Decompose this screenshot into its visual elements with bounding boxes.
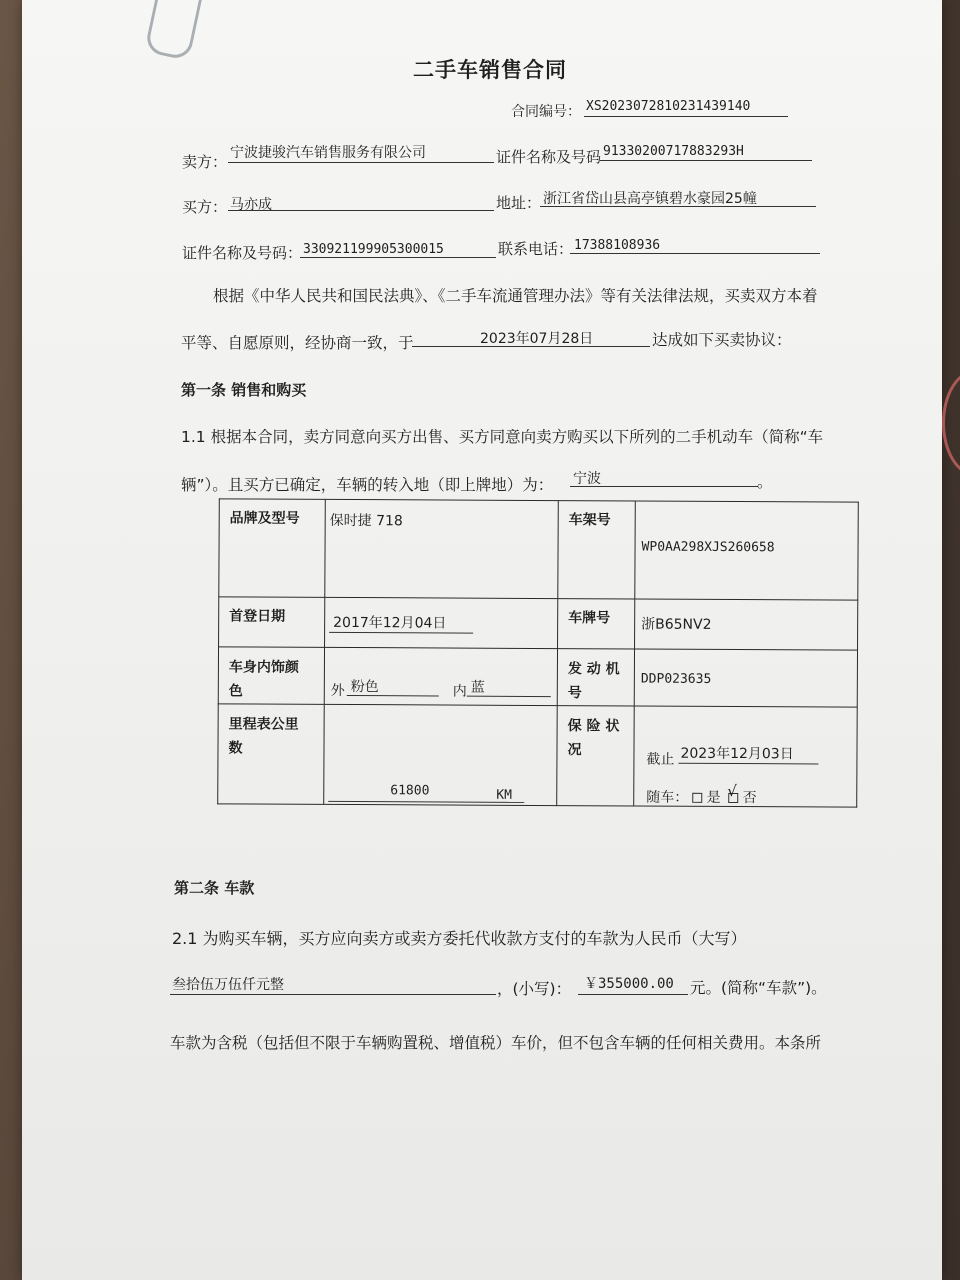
inner-color-underline <box>467 696 551 697</box>
color-label-line-1: 车身内饰颜 <box>228 659 299 676</box>
amount-small-label: ，(小写)： <box>497 980 572 998</box>
vin-cell <box>635 501 859 600</box>
seller-underline <box>228 162 494 163</box>
checkmark: √ <box>727 781 737 801</box>
amount-in-words-underline <box>170 994 496 995</box>
no-text: 否 <box>742 790 757 807</box>
vin-value: WP0AA298XJS260658 <box>641 539 775 556</box>
transfer-place-underline <box>570 486 758 487</box>
with-car-label: 随车： <box>646 789 689 806</box>
engine-label-line-2: 号 <box>567 685 582 702</box>
mileage-cell <box>324 704 558 805</box>
seller-id-label: 证件名称及号码 <box>496 148 602 166</box>
mileage-value: 61800 <box>390 783 430 799</box>
first-reg-underline <box>329 632 473 634</box>
seller-id-value: 91330200717883293H <box>603 144 744 159</box>
outer-color-underline <box>347 695 439 696</box>
address-label: 地址： <box>496 194 542 212</box>
engine-label-line-1: 发 动 机 <box>567 661 620 678</box>
agreement-date-underline <box>412 346 650 347</box>
article-1-1-line-1: 1.1 根据本合同，卖方同意向买方出售、买方同意向卖方购买以下所列的二手机动车（简称“车 <box>181 428 824 446</box>
mileage-underline <box>328 801 524 803</box>
agreement-date: 2023年07月28日 <box>480 331 594 347</box>
insurance-until-label: 截止 <box>646 751 675 768</box>
yes-text: 是 <box>706 789 721 806</box>
article-1-title: 第一条 销售和购买 <box>181 381 307 399</box>
plate-value: 浙B65NV2 <box>641 616 712 633</box>
first-reg-label: 首登日期 <box>219 597 325 648</box>
buyer-label: 买方： <box>182 198 228 216</box>
amount-in-words: 叁拾伍万伍仟元整 <box>172 977 284 993</box>
intro-line-1: 根据《中华人民共和国民法典》、《二手车流通管理办法》等有关法律法规，买卖双方本着 <box>213 287 818 305</box>
phone-label: 联系电话： <box>498 240 574 258</box>
contract-no-underline <box>584 116 788 117</box>
brand-label: 品牌及型号 <box>219 499 326 598</box>
insurance-label-cell <box>557 706 635 806</box>
address-value: 浙江省岱山县高亭镇碧水豪园25幢 <box>543 191 757 207</box>
color-label-line-2: 色 <box>228 683 243 700</box>
address-underline <box>540 206 816 207</box>
amount-in-figures: ￥355000.00 <box>584 976 674 992</box>
outer-color-label: 外 <box>330 682 345 699</box>
buyer-id-value: 330921199905300015 <box>303 242 444 257</box>
plate-cell <box>635 599 858 650</box>
color-label-cell <box>218 647 324 705</box>
with-car-yes-option <box>692 787 721 807</box>
insurance-label-line-1: 保 险 状 <box>567 718 620 735</box>
first-reg-value: 2017年12月04日 <box>333 614 447 632</box>
inner-color-label: 内 <box>452 683 467 700</box>
article-2-tail-line: 车款为含税（包括但不限于车辆购置税、增值税）车价，但不包含车辆的任何相关费用。本条所 <box>170 1034 822 1052</box>
vin-label: 车架号 <box>558 501 636 599</box>
buyer-underline <box>228 210 494 211</box>
phone-underline <box>570 253 820 254</box>
color-cell <box>324 647 557 705</box>
buyer-id-underline <box>300 257 496 258</box>
amount-tail: 元。(简称“车款”)。 <box>690 979 827 997</box>
transfer-place-value: 宁波 <box>573 471 601 487</box>
insurance-label-line-2: 况 <box>567 742 582 759</box>
mileage-label-cell <box>218 704 325 805</box>
mileage-label-line-2: 数 <box>228 740 243 757</box>
article-1-1-line-2: 辆”）。且买方已确定，车辆的转入地（即上牌地）为： <box>181 476 554 494</box>
buyer-value: 马亦成 <box>230 197 272 213</box>
mileage-unit: KM <box>496 787 512 803</box>
with-car-no-option <box>727 781 757 807</box>
document-title: 二手车销售合同 <box>413 58 567 82</box>
first-reg-cell <box>325 597 558 648</box>
buyer-id-label: 证件名称及号码： <box>182 244 303 262</box>
brand-cell <box>325 499 559 598</box>
contract-no-value: XS2023072810231439140 <box>586 99 751 114</box>
contract-no-label: 合同编号： <box>511 104 581 120</box>
intro-line-2a: 平等、自愿原则，经协商一致，于 <box>181 334 414 352</box>
phone-value: 17388108936 <box>574 238 661 253</box>
engine-cell <box>634 649 857 707</box>
mileage-label-line-1: 里程表公里 <box>228 716 299 733</box>
amount-in-figures-underline <box>578 994 688 995</box>
seller-id-underline <box>600 160 812 161</box>
engine-value: DDP023635 <box>640 671 712 687</box>
insurance-cell <box>634 706 858 807</box>
sentence-period: 。 <box>757 473 773 491</box>
article-2-1-line-1: 2.1 为购买车辆，买方应向卖方或卖方委托代收款方支付的车款为人民币（大写） <box>172 929 747 948</box>
seller-label: 卖方： <box>182 153 228 171</box>
seller-value: 宁波捷骏汽车销售服务有限公司 <box>230 145 426 161</box>
brand-value: 保时捷 718 <box>329 512 403 530</box>
outer-color-value: 粉色 <box>350 679 379 696</box>
plate-label: 车牌号 <box>558 599 635 649</box>
intro-line-2b: 达成如下买卖协议： <box>652 331 792 349</box>
vehicle-info-table <box>217 498 859 807</box>
article-2-title: 第二条 车款 <box>174 879 255 897</box>
engine-label-cell <box>557 649 634 706</box>
inner-color-value: 蓝 <box>470 679 485 696</box>
insurance-until-underline <box>678 763 818 765</box>
insurance-until-value: 2023年12月03日 <box>680 745 794 763</box>
yes-checkbox <box>692 793 702 803</box>
